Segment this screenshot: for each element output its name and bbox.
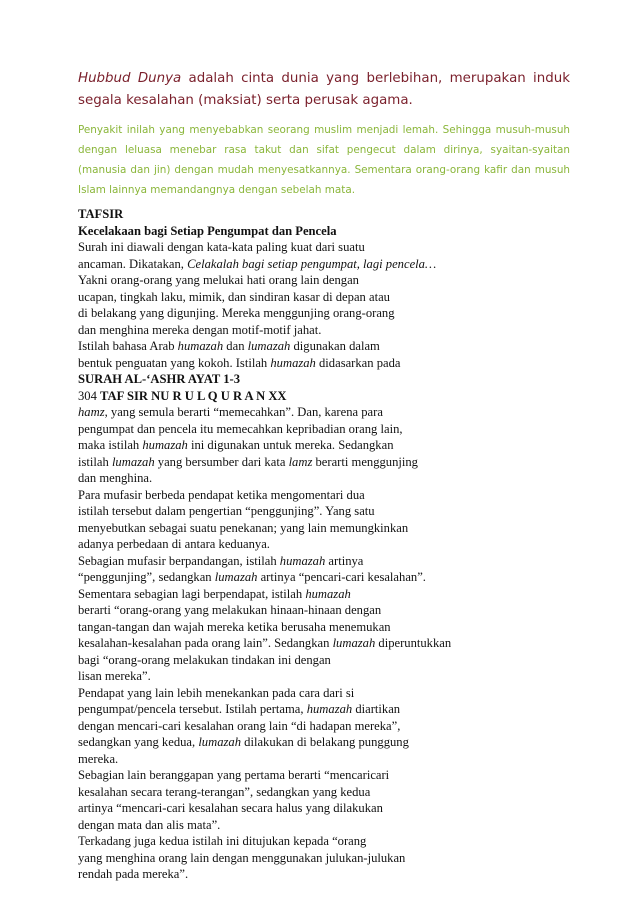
italic-term: humazah: [142, 438, 188, 452]
italic-term: lamz: [288, 454, 313, 469]
text-segment: dilakukan di belakang punggung: [241, 735, 409, 749]
text-segment: dan: [223, 339, 248, 353]
text-line: [78, 256, 570, 273]
text-line: [78, 536, 570, 553]
tafsir-body: [78, 206, 570, 883]
text-line: [78, 289, 570, 306]
text-line: [78, 751, 570, 768]
text-line: [78, 404, 570, 421]
text-line: [78, 553, 570, 570]
bold-text: SURAH AL-‘ASHR AYAT 1-3: [78, 372, 241, 386]
italic-term: lumazah: [247, 339, 291, 353]
text-segment: yang menghina orang lain dengan menggunakan julukan-julukan: [78, 850, 406, 865]
text-segment: , yang semula berarti “memecahkan”. Dan, karena para: [104, 405, 383, 419]
text-segment: dan menghina mereka dengan motif-motif jahat.: [78, 322, 322, 337]
text-segment: istilah tersebut dalam pengertian “penggunjing”. Yang satu: [78, 504, 375, 518]
text-line: [78, 437, 570, 454]
text-segment: di belakang yang digunjing. Mereka menggunjing orang-orang: [78, 306, 395, 320]
text-segment: adanya perbedaan di antara keduanya.: [78, 537, 270, 551]
text-line: [78, 388, 570, 405]
text-segment: Sementara sebagian lagi berpendapat, istilah: [78, 586, 306, 601]
text-line: [78, 833, 570, 850]
text-segment: maka istilah: [78, 438, 143, 452]
text-line: [78, 685, 570, 702]
text-line: [78, 371, 570, 388]
text-segment: dan menghina.: [78, 471, 153, 485]
green-paragraph: Penyakit inilah yang menyebabkan seorang muslim menjadi lemah. Sehingga musuh-musuh dengan leluasa menebar rasa takut dan sifat pengecut dalam dirinya, syaitan-syaitan (manusia dan jin) dengan mudah menyesatkannya. Sementara orang-orang kafir dan musuh Islam lainnya memandangnya dengan sebelah mata.: [78, 124, 570, 196]
text-segment: lisan mereka”.: [78, 669, 151, 683]
text-line: [78, 652, 570, 669]
document-page: [78, 68, 570, 883]
text-line: [78, 487, 570, 504]
text-segment: dengan mata dan alis mata”.: [78, 817, 221, 832]
text-segment: bagi “orang-orang melakukan tindakan ini dengan: [78, 652, 331, 667]
text-segment: artinya “mencari-cari kesalahan secara halus yang dilakukan: [78, 801, 383, 815]
intro-text: adalah cinta dunia yang berlebihan, merupakan induk segala kesalahan (maksiat) serta perusak agama.: [78, 71, 570, 108]
text-segment: berarti “orang-orang yang melakukan hinaan-hinaan dengan: [78, 603, 382, 617]
text-segment: ucapan, tingkah laku, mimik, dan sindiran kasar di depan atau: [78, 289, 390, 304]
text-line: [78, 586, 570, 603]
text-line: [78, 454, 570, 471]
text-segment: 304: [78, 388, 101, 403]
text-segment: kesalahan secara terang-terangan”, sedangkan yang kedua: [78, 784, 371, 799]
text-segment: Pendapat yang lain lebih menekankan pada cara dari si: [78, 685, 355, 700]
text-segment: sedangkan yang kedua,: [78, 735, 199, 749]
text-segment: yang bersumber dari kata: [154, 454, 289, 469]
text-line: [78, 635, 570, 652]
italic-term: lumazah: [214, 570, 258, 584]
italic-term: humazah: [270, 355, 316, 370]
text-line: [78, 520, 570, 537]
text-line: [78, 503, 570, 520]
bold-text: Kecelakaan bagi Setiap Pengumpat dan Pencela: [78, 223, 337, 238]
text-segment: istilah: [78, 454, 112, 469]
text-segment: pengumpat dan pencela itu memecahkan kepribadian orang lain,: [78, 421, 403, 436]
text-line: [78, 355, 570, 372]
text-line: [78, 866, 570, 883]
intro-paragraph: [78, 68, 570, 112]
text-segment: didasarkan pada: [315, 355, 401, 370]
text-line: [78, 239, 570, 256]
italic-term: humazah: [279, 553, 326, 568]
text-line: [78, 767, 570, 784]
text-segment: berarti menggunjing: [312, 454, 418, 469]
text-line: [78, 223, 570, 240]
text-segment: “penggunjing”, sedangkan: [78, 570, 215, 584]
text-segment: kesalahan-kesalahan pada orang lain”. Sedangkan: [78, 636, 333, 650]
text-segment: Surah ini diawali dengan kata-kata paling kuat dari suatu: [78, 240, 365, 254]
text-segment: diperuntukkan: [375, 636, 452, 650]
text-line: [78, 668, 570, 685]
text-segment: rendah pada mereka”.: [78, 867, 189, 881]
text-segment: Istilah bahasa Arab: [78, 339, 178, 353]
text-segment: menyebutkan sebagai suatu penekanan; yang lain memungkinkan: [78, 520, 409, 535]
text-line: [78, 817, 570, 834]
italic-term: hamz: [78, 405, 105, 419]
intro-term: Hubbud Dunya: [78, 71, 182, 86]
italic-term: lumazah: [198, 735, 241, 749]
italic-term: lumazah: [111, 454, 155, 469]
italic-term: humazah: [305, 586, 351, 601]
bold-text: TAF SIR NU R U L Q U R A N XX: [100, 388, 287, 403]
text-line: [78, 619, 570, 636]
italic-term: Celakalah bagi setiap pengumpat, lagi pencela…: [187, 256, 437, 271]
text-segment: dengan mencari-cari kesalahan orang lain “di hadapan mereka”,: [78, 718, 401, 733]
text-segment: digunakan dalam: [290, 339, 380, 353]
text-segment: Sebagian lain beranggapan yang pertama berarti “mencaricari: [78, 768, 390, 782]
italic-term: lumazah: [332, 636, 376, 650]
text-segment: diartikan: [352, 702, 401, 716]
text-segment: mereka.: [78, 751, 119, 766]
text-line: [78, 800, 570, 817]
text-segment: ancaman. Dikatakan,: [78, 256, 188, 271]
text-line: [78, 470, 570, 487]
text-line: [78, 322, 570, 339]
text-line: [78, 272, 570, 289]
text-line: [78, 784, 570, 801]
text-line: [78, 734, 570, 751]
text-line: [78, 338, 570, 355]
text-line: [78, 569, 570, 586]
text-segment: Sebagian mufasir berpandangan, istilah: [78, 553, 280, 568]
italic-term: humazah: [306, 702, 353, 716]
text-line: [78, 701, 570, 718]
text-line: [78, 718, 570, 735]
text-segment: Para mufasir berbeda pendapat ketika mengomentari dua: [78, 487, 365, 502]
bold-text: TAFSIR: [78, 207, 124, 221]
text-segment: bentuk penguatan yang kokoh. Istilah: [78, 355, 271, 370]
text-segment: artinya: [325, 553, 364, 568]
text-segment: Yakni orang-orang yang melukai hati orang lain dengan: [78, 273, 359, 287]
text-line: [78, 850, 570, 867]
text-line: [78, 305, 570, 322]
italic-term: humazah: [177, 339, 224, 353]
text-line: [78, 602, 570, 619]
text-line: [78, 206, 570, 223]
text-line: [78, 421, 570, 438]
text-segment: tangan-tangan dan wajah mereka ketika berusaha menemukan: [78, 619, 391, 634]
text-segment: Terkadang juga kedua istilah ini ditujukan kepada “orang: [78, 834, 367, 848]
text-segment: ini digunakan untuk mereka. Sedangkan: [187, 438, 394, 452]
text-segment: artinya “pencari-cari kesalahan”.: [257, 570, 426, 584]
text-segment: pengumpat/pencela tersebut. Istilah pertama,: [78, 702, 307, 716]
